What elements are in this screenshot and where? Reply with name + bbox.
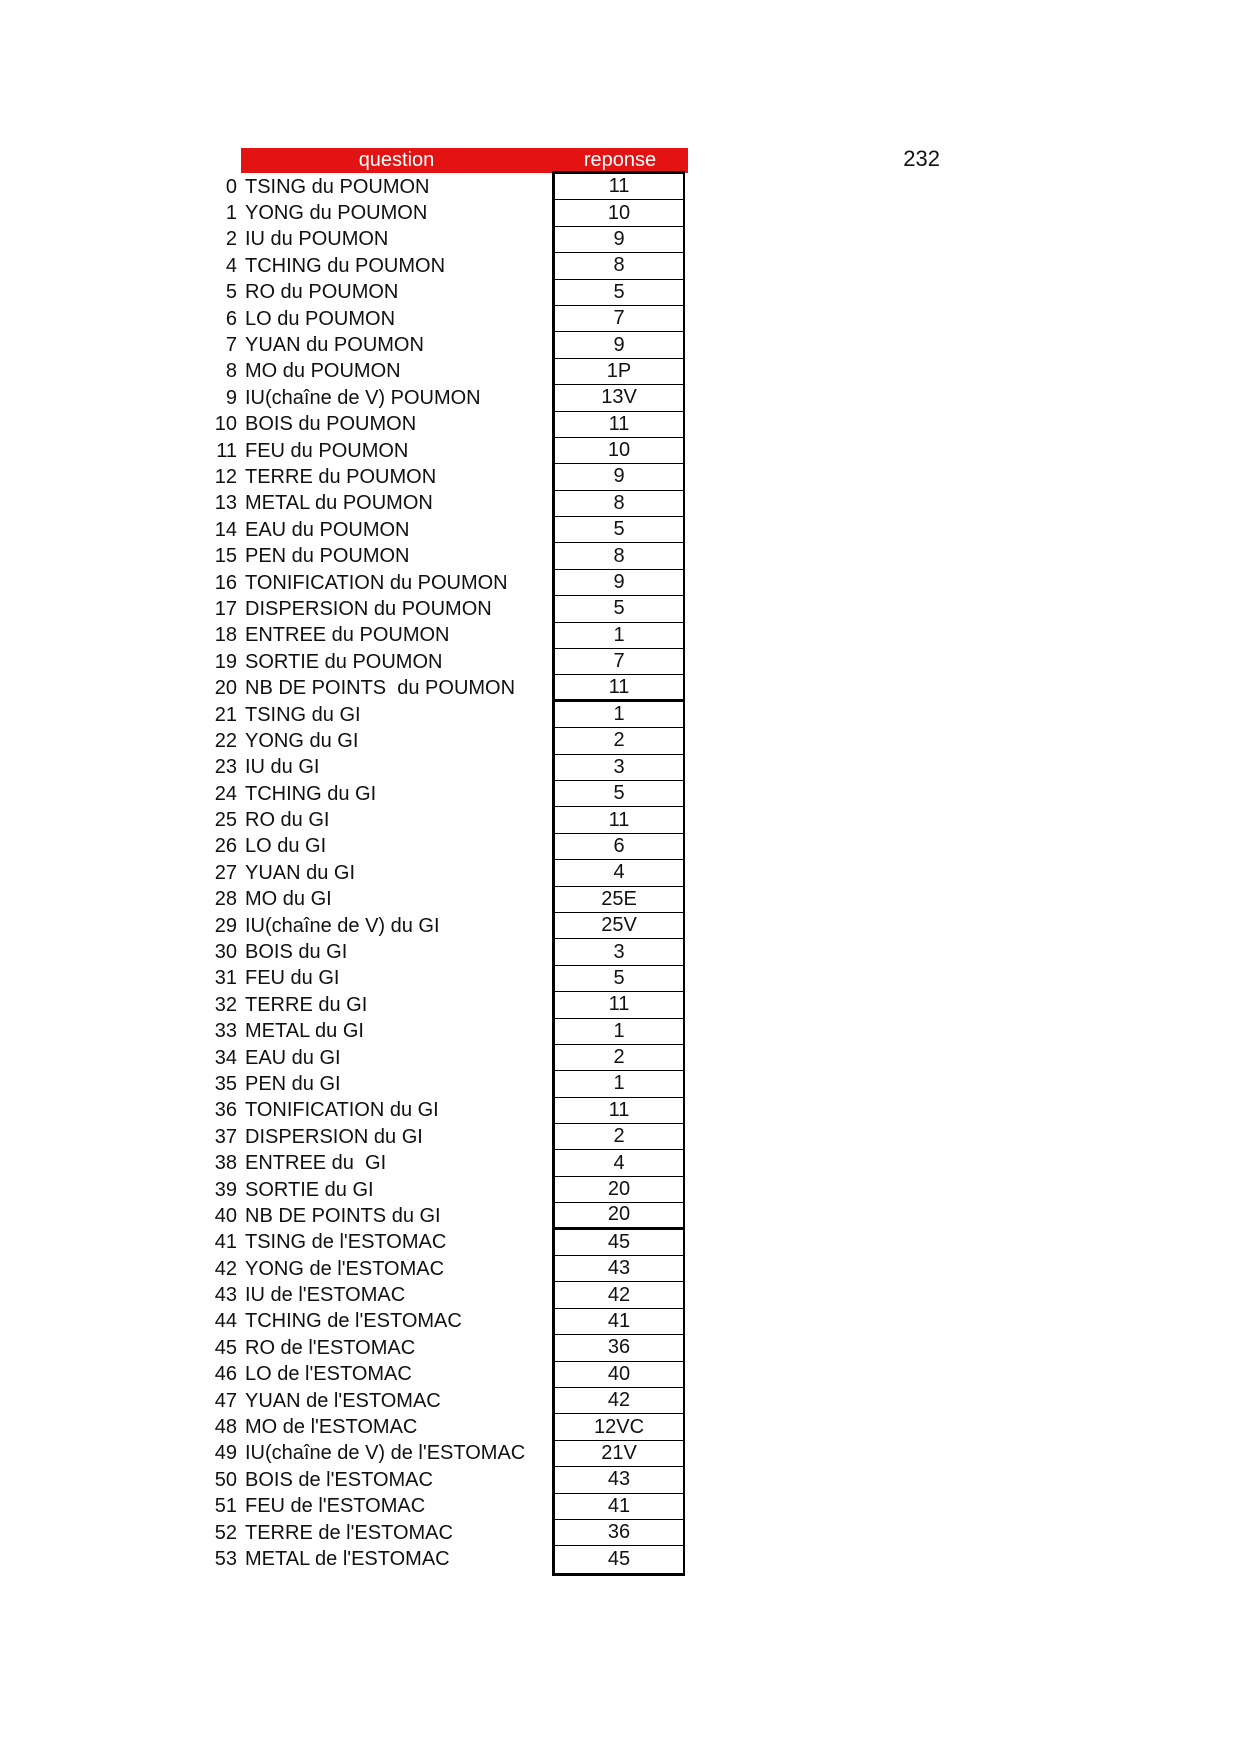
question-text: YONG de l'ESTOMAC <box>245 1257 445 1280</box>
row-number: 23 <box>214 756 237 779</box>
answer-cell: 10 <box>555 438 683 464</box>
table-row <box>195 1441 525 1467</box>
question-text: BOIS du GI <box>245 941 348 964</box>
question-text: BOIS de l'ESTOMAC <box>245 1468 433 1491</box>
row-number: 14 <box>214 518 237 541</box>
answer-cell: 1 <box>555 1071 683 1097</box>
table-row <box>195 966 525 992</box>
answer-cell: 13V <box>555 385 683 411</box>
answer-column <box>552 171 685 1576</box>
row-number: 49 <box>214 1442 237 1465</box>
row-number: 9 <box>225 386 237 409</box>
table-row <box>195 1520 525 1546</box>
answer-cell: 11 <box>555 675 683 701</box>
answer-cell: 2 <box>555 1124 683 1150</box>
row-number: 29 <box>214 914 237 937</box>
row-number: 21 <box>214 703 237 726</box>
question-text: YONG du POUMON <box>245 202 428 225</box>
table-row <box>195 649 525 675</box>
answer-cell: 36 <box>555 1520 683 1546</box>
table-row <box>195 1203 525 1229</box>
table-row <box>195 596 525 622</box>
question-text: PEN du POUMON <box>245 545 410 568</box>
table-row <box>195 306 525 332</box>
question-text: DISPERSION du POUMON <box>245 597 492 620</box>
table-row <box>195 702 525 728</box>
question-text: LO du POUMON <box>245 307 396 330</box>
table-row <box>195 1546 525 1572</box>
question-text: SORTIE du GI <box>245 1178 374 1201</box>
question-text: LO de l'ESTOMAC <box>245 1363 412 1386</box>
row-number: 17 <box>214 597 237 620</box>
question-text: RO de l'ESTOMAC <box>245 1336 416 1359</box>
answer-cell: 42 <box>555 1388 683 1414</box>
table-row <box>195 438 525 464</box>
row-number: 48 <box>214 1416 237 1439</box>
table-row <box>195 1150 525 1176</box>
answer-cell: 11 <box>555 807 683 833</box>
row-number: 30 <box>214 941 237 964</box>
row-number: 51 <box>214 1495 237 1518</box>
answer-cell: 1 <box>555 623 683 649</box>
answer-cell: 1P <box>555 359 683 385</box>
table-row <box>195 174 525 200</box>
row-number: 19 <box>214 650 237 673</box>
question-text: RO du POUMON <box>245 281 399 304</box>
answer-cell: 3 <box>555 939 683 965</box>
question-text: TSING de l'ESTOMAC <box>245 1231 447 1254</box>
answer-cell: 1 <box>555 1019 683 1045</box>
row-number: 41 <box>214 1231 237 1254</box>
question-text: TONIFICATION du GI <box>245 1099 439 1122</box>
row-number: 16 <box>214 571 237 594</box>
row-number: 53 <box>214 1548 237 1570</box>
question-text: YUAN de l'ESTOMAC <box>245 1389 441 1412</box>
row-number: 35 <box>214 1072 237 1095</box>
table-row <box>195 1309 525 1335</box>
row-number: 45 <box>214 1336 237 1359</box>
table-row <box>195 781 525 807</box>
answer-cell: 1 <box>555 702 683 728</box>
table-row <box>195 1098 525 1124</box>
row-number: 10 <box>214 413 237 436</box>
row-number: 8 <box>225 360 237 383</box>
question-text: YUAN du POUMON <box>245 334 424 357</box>
question-text: IU(chaîne de V) du GI <box>245 914 440 937</box>
answer-cell: 6 <box>555 834 683 860</box>
answer-cell: 45 <box>607 1548 631 1570</box>
question-text: YUAN du GI <box>245 861 356 884</box>
question-text: MO de l'ESTOMAC <box>245 1416 418 1439</box>
question-text: TERRE de l'ESTOMAC <box>245 1521 453 1544</box>
answer-cell: 4 <box>555 860 683 886</box>
row-number: 32 <box>214 993 237 1016</box>
question-text: IU de l'ESTOMAC <box>245 1284 406 1307</box>
row-number: 34 <box>214 1046 237 1069</box>
question-text: YONG du GI <box>245 729 359 752</box>
answer-cell: 20 <box>555 1177 683 1203</box>
question-text: TSING du POUMON <box>245 175 430 198</box>
question-text: DISPERSION du GI <box>245 1125 423 1148</box>
row-number: 7 <box>225 334 237 357</box>
answer-cell: 7 <box>555 649 683 675</box>
table-row <box>195 755 525 781</box>
row-number: 33 <box>214 1020 237 1043</box>
answer-cell: 5 <box>555 781 683 807</box>
question-text: IU du GI <box>245 756 320 779</box>
row-number: 24 <box>214 782 237 805</box>
answer-cell: 11 <box>555 412 683 438</box>
answer-cell: 8 <box>555 491 683 517</box>
question-text: TCHING du GI <box>245 782 377 805</box>
row-number: 27 <box>214 861 237 884</box>
question-text: TERRE du POUMON <box>245 465 437 488</box>
table-row <box>195 1256 525 1282</box>
row-number: 22 <box>214 729 237 752</box>
reponse-column-header: reponse <box>583 149 657 171</box>
row-number: 42 <box>214 1257 237 1280</box>
table-row <box>195 1335 525 1361</box>
row-number: 37 <box>214 1125 237 1148</box>
answer-cell: 5 <box>555 596 683 622</box>
question-text: TSING du GI <box>245 703 361 726</box>
table-row <box>195 1414 525 1440</box>
row-number: 20 <box>214 677 237 700</box>
answer-cell: 10 <box>555 200 683 226</box>
answer-cell: 5 <box>555 517 683 543</box>
table-row <box>195 464 525 490</box>
question-text: FEU du GI <box>245 967 340 990</box>
answer-cell: 9 <box>555 464 683 490</box>
question-column-header: question <box>358 149 435 171</box>
table-row <box>195 412 525 438</box>
table-row <box>195 1177 525 1203</box>
row-number: 1 <box>225 202 237 225</box>
table-row <box>195 227 525 253</box>
table-row <box>195 1362 525 1388</box>
question-text: EAU du POUMON <box>245 518 410 541</box>
answer-cell: 11 <box>555 174 683 200</box>
answer-cell: 9 <box>555 332 683 358</box>
table-row <box>195 939 525 965</box>
page-number: 232 <box>903 146 940 171</box>
row-number: 11 <box>216 439 237 462</box>
answer-cell: 25V <box>555 913 683 939</box>
answer-cell: 9 <box>555 570 683 596</box>
question-text: TONIFICATION du POUMON <box>245 571 508 594</box>
table-row <box>195 491 525 517</box>
row-number: 39 <box>214 1178 237 1201</box>
answer-cell: 2 <box>555 1045 683 1071</box>
row-number: 38 <box>214 1152 237 1175</box>
table-row <box>195 807 525 833</box>
question-text: METAL du POUMON <box>245 492 433 515</box>
table-header-bar <box>241 148 688 173</box>
question-text: IU(chaîne de V) POUMON <box>245 386 481 409</box>
table-row <box>195 1388 525 1414</box>
answer-cell: 36 <box>555 1335 683 1361</box>
answer-cell: 42 <box>555 1282 683 1308</box>
row-number: 50 <box>214 1468 237 1491</box>
table-row <box>195 517 525 543</box>
table-row <box>195 253 525 279</box>
answer-cell: 11 <box>555 1098 683 1124</box>
table-row <box>195 1019 525 1045</box>
table-row <box>195 834 525 860</box>
table-row <box>195 913 525 939</box>
question-text: TCHING de l'ESTOMAC <box>245 1310 462 1333</box>
table-row <box>195 359 525 385</box>
question-text: SORTIE du POUMON <box>245 650 443 673</box>
question-text: NB DE POINTS du POUMON <box>245 677 516 700</box>
question-text: NB DE POINTS du GI <box>245 1204 441 1227</box>
question-text: RO du GI <box>245 809 330 832</box>
row-number: 12 <box>214 465 237 488</box>
table-row <box>195 200 525 226</box>
row-number: 2 <box>225 228 237 251</box>
row-number: 5 <box>225 281 237 304</box>
table-row <box>195 1124 525 1150</box>
row-number: 44 <box>214 1310 237 1333</box>
question-text: LO du GI <box>245 835 327 858</box>
question-text: PEN du GI <box>245 1072 341 1095</box>
question-text: METAL de l'ESTOMAC <box>245 1548 450 1570</box>
table-row <box>195 728 525 754</box>
answer-cell: 40 <box>555 1362 683 1388</box>
row-number: 26 <box>214 835 237 858</box>
answer-cell: 45 <box>555 1230 683 1256</box>
question-text: ENTREE du GI <box>245 1152 387 1175</box>
question-text: FEU de l'ESTOMAC <box>245 1495 426 1518</box>
answer-cell: 7 <box>555 306 683 332</box>
table-row <box>195 887 525 913</box>
answer-cell: 8 <box>555 543 683 569</box>
table-row <box>195 385 525 411</box>
row-number: 28 <box>214 888 237 911</box>
row-number: 36 <box>214 1099 237 1122</box>
answer-cell: 43 <box>555 1467 683 1493</box>
table-row <box>195 623 525 649</box>
table-row <box>195 860 525 886</box>
question-text: MO du POUMON <box>245 360 401 383</box>
row-number: 6 <box>225 307 237 330</box>
question-text: MO du GI <box>245 888 332 911</box>
answer-cell: 11 <box>555 992 683 1018</box>
question-text: IU(chaîne de V) de l'ESTOMAC <box>245 1442 526 1465</box>
answer-cell: 41 <box>555 1309 683 1335</box>
answer-cell: 8 <box>555 253 683 279</box>
question-text: TERRE du GI <box>245 993 368 1016</box>
row-number: 25 <box>214 809 237 832</box>
row-number: 13 <box>214 492 237 515</box>
table-row <box>195 1071 525 1097</box>
answer-cell: 43 <box>555 1256 683 1282</box>
answer-cell: 4 <box>555 1150 683 1176</box>
table-row <box>195 1494 525 1520</box>
row-number: 47 <box>214 1389 237 1412</box>
row-number: 40 <box>214 1204 237 1227</box>
table-row <box>195 992 525 1018</box>
row-number: 15 <box>214 545 237 568</box>
question-text: TCHING du POUMON <box>245 254 446 277</box>
table-row <box>195 1045 525 1071</box>
answer-cell: 2 <box>555 728 683 754</box>
table-row <box>195 332 525 358</box>
answer-cell: 12VC <box>555 1414 683 1440</box>
row-number: 4 <box>225 254 237 277</box>
row-number: 0 <box>225 175 237 198</box>
row-number: 18 <box>214 624 237 647</box>
question-text: IU du POUMON <box>245 228 389 251</box>
table-row <box>195 1282 525 1308</box>
question-text: FEU du POUMON <box>245 439 409 462</box>
question-text: METAL du GI <box>245 1020 364 1043</box>
answer-cell: 21V <box>555 1441 683 1467</box>
question-rows <box>195 174 525 1573</box>
answer-cell: 20 <box>555 1203 683 1229</box>
table-row <box>195 570 525 596</box>
answer-cell: 41 <box>555 1494 683 1520</box>
table-row <box>195 543 525 569</box>
row-number: 46 <box>214 1363 237 1386</box>
row-number: 43 <box>214 1284 237 1307</box>
table-row <box>195 675 525 701</box>
table-row <box>195 1230 525 1256</box>
answer-cell: 9 <box>555 227 683 253</box>
answer-cell: 3 <box>555 755 683 781</box>
answer-cell: 25E <box>555 887 683 913</box>
answer-cell: 5 <box>555 280 683 306</box>
table-row <box>195 1467 525 1493</box>
question-text: ENTREE du POUMON <box>245 624 450 647</box>
table-row <box>195 280 525 306</box>
question-text: EAU du GI <box>245 1046 341 1069</box>
row-number: 52 <box>214 1521 237 1544</box>
answer-cell: 5 <box>555 966 683 992</box>
question-text: BOIS du POUMON <box>245 413 417 436</box>
row-number: 31 <box>214 967 237 990</box>
